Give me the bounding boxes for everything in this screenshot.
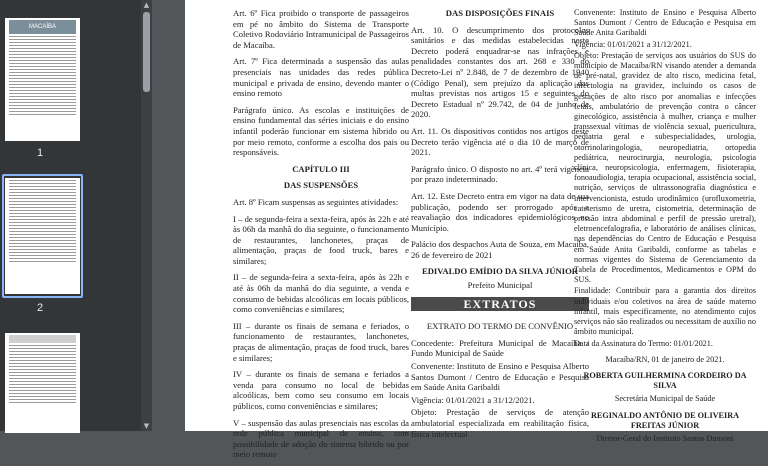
thumbnail-sidebar <box>0 0 152 431</box>
section-heading: DAS DISPOSIÇÕES FINAIS <box>445 8 555 18</box>
paragraph: Palácio dos despachos Auta de Souza, em Macaíba, 26 de fevereiro de 2021 <box>411 239 589 260</box>
signature-role: Secretária Municipal de Saúde <box>614 394 716 404</box>
paragraph: Parágrafo único. O disposto no art. 4º terá vigência por prazo indeterminado. <box>411 163 589 185</box>
extratos-banner: EXTRATOS <box>411 297 589 312</box>
column-3 <box>574 8 756 447</box>
chapter-heading: CAPÍTULO III <box>292 163 350 174</box>
paragraph: Vigência: 01/01/2021 a 31/12/2021. <box>574 39 692 49</box>
scroll-up-arrow-icon[interactable]: ▲ <box>143 1 150 9</box>
page-thumbnail-2[interactable] <box>5 178 80 294</box>
paragraph: Data da Assinatura do Termo: 01/01/2021. <box>574 338 713 348</box>
paragraph: Art. 11. Os dispositivos contidos nos artigos deste Decreto terão vigência até o dia 10 de março de 2021. <box>411 125 589 158</box>
thumbnail-logo: MACAÍBA <box>9 20 76 34</box>
column-2 <box>411 8 589 445</box>
paragraph: Parágrafo único. As escolas e instituições de ensino fundamental das séries iniciais e do ensino infantil poderão funcionar em sistema híbrido ou por meio remoto, conforme a escolha dos pais ou responsáveis. <box>233 104 409 158</box>
scroll-down-arrow-icon[interactable]: ▼ <box>143 422 150 430</box>
paragraph: Convenente: Instituto de Ensino e Pesquisa Alberto Santos Dumont / Centro de Educação e Pesquisa em Saúde Anita Garibaldi <box>411 361 589 393</box>
paragraph: Art. 12. Este Decreto entra em vigor na data de sua publicação, podendo ser prorrogado após a reavaliação dos indicadores epidemiológicos no Município. <box>411 190 589 233</box>
paragraph: Art. 10. O descumprimento dos protocolos sanitários e das medidas estabelecidas neste Decreto poderá enquadrar-se nas infrações e penalidades constantes dos art. 268 e 330 do Decreto-Lei nº 2.848, de 7 de dezembro de 1940 (Código Penal), sem prejuízo da aplicação das multas previstas nos artigos 15 e seguintes do Decreto Estadual nº 29.742, de 04 de junho de 2020. <box>411 24 589 120</box>
signature-role: Diretor-Geral do Instituto Santos Dumont <box>596 433 734 443</box>
scrollbar-thumb[interactable] <box>143 12 150 92</box>
paragraph: Objeto: Prestação de serviços aos usuários do SUS do município de Macaíba/RN visando atender a demanda de pré-natal, gravidez de alto risco, medicina fetal, infectologia na gravidez, incluindo os casos de gestações de alto risco por anomalias e infecções fetais, ambulatório de prevenção contra o câncer ginecológico, assistência à mulher, criança e mulher transsexual vítimas de violência sexual, puericultura, pediatria geral e subespecialidades, urologia, otorrinolaringologia, neuropediatria, ortopedia pediátrica, neurocirurgia, neurologia, psicologia clínica, neuropsicologia, enfermagem, fisioterapia, fonoaudiologia, terapia ocupacional, assistência social, nutrição, serviços de ultrassonografia diagnóstica e intervencionista, estudo urodinâmico (urofluxometria, cateterismo de uretra, cistometria, determinação de pressão intra abdominal e perfil de pressão uretral), eletroencefalografia, e laboratório de análises clínicas, nas dependências do Centro de Educação e Pesquisa em Saúde Anita Garibaldi, conforme as tabelas e normas vigentes do Sistema de Gerenciamento da Tabela de Procedimentos, Medicamentos e OPM do SUS. <box>574 50 756 285</box>
sidebar-scrollbar[interactable] <box>141 0 152 431</box>
page-thumbnail-label: 2 <box>36 302 44 314</box>
page-thumbnail-1[interactable] <box>5 18 80 141</box>
signature-role: Prefeito Municipal <box>467 280 533 291</box>
paragraph: Finalidade: Contribuir para a garantia dos direitos individuais e/ou coletivos na área de saúde materno infantil, mais especificamente, no atendimento cujos serviços não são realizados ou necessitam de auxílio no âmbito municipal. <box>574 286 756 337</box>
signature-name: REGINALDO ANTÔNIO DE OLIVEIRA FREITAS JÚNIOR <box>590 410 740 430</box>
paragraph: Concedente: Prefeitura Municipal de Macaíba / Fundo Municipal de Saúde <box>411 337 589 359</box>
section-heading: EXTRATO DO TERMO DE CONVÊNIO <box>426 321 574 332</box>
paragraph: Convenente: Instituto de Ensino e Pesquisa Alberto Santos Dumont / Centro de Educação e Pesquisa em Saúde Anita Garibaldi <box>574 8 756 38</box>
paragraph: Art. 7º Fica determinada a suspensão das aulas presenciais nas unidades das redes pública municipal e privada de ensino, devendo manter o ensino remoto <box>233 56 409 99</box>
paragraph: IV – durante os finais de semana e feriados a venda para consumo no local de bebidas alcoólicas, bem como seu consumo em locais públicos, como conveniências e similares; <box>233 369 409 411</box>
signature-name: EDIVALDO EMÍDIO DA SILVA JÚNIOR <box>421 266 578 277</box>
page-thumbnail-label: 1 <box>36 147 44 159</box>
paragraph: III – durante os finais de semana e feriados, o funcionamento de restaurantes, lanchonetes, praças de alimentação, praças de food truck, bares e similares; <box>233 320 409 363</box>
document-page <box>185 0 768 460</box>
page-thumbnail-3[interactable] <box>5 333 80 433</box>
paragraph: I – de segunda-feira a sexta-feira, após às 22h e até às 06h da manhã do dia seguinte, o funcionamento de restaurantes, lanchonetes, praças de alimentação, praças de food truck, bares e similares; <box>233 213 409 266</box>
date-line: Macaíba/RN, 01 de janeiro de 2021. <box>605 354 725 364</box>
paragraph: Vigência: 01/01/2021 a 31/12/2021. <box>411 394 535 405</box>
paragraph: V – suspensão das aulas presenciais nas escolas da rede pública municipal de ensino, com possibilidade de adoção do sistema híbrido ou por meio remoto <box>233 417 409 460</box>
signature-name: ROBERTA GUILHERMINA CORDEIRO DA SILVA <box>583 370 747 391</box>
paragraph: Art. 8º Ficam suspensas as seguintes atividades: <box>233 196 399 207</box>
column-1 <box>233 8 409 466</box>
paragraph: Objeto: Prestação de serviços de atenção ambulatorial especializada em reabilitação física, física intelectual <box>411 407 589 439</box>
paragraph: II – de segunda-feira a sexta-feira, após às 22h e até às 06h da manhã do dia seguinte, a venda e consumo de bebidas alcoólicas em locais públicos, como conveniências e similares; <box>233 272 409 315</box>
paragraph: Art. 6º Fica proibido o transporte de passageiros em pé no âmbito do Sistema de Transporte Coletivo Rodoviário Intramunicipal de Passageiros de Macaíba. <box>233 8 409 50</box>
section-heading: DAS SUSPENSÕES <box>283 180 359 191</box>
